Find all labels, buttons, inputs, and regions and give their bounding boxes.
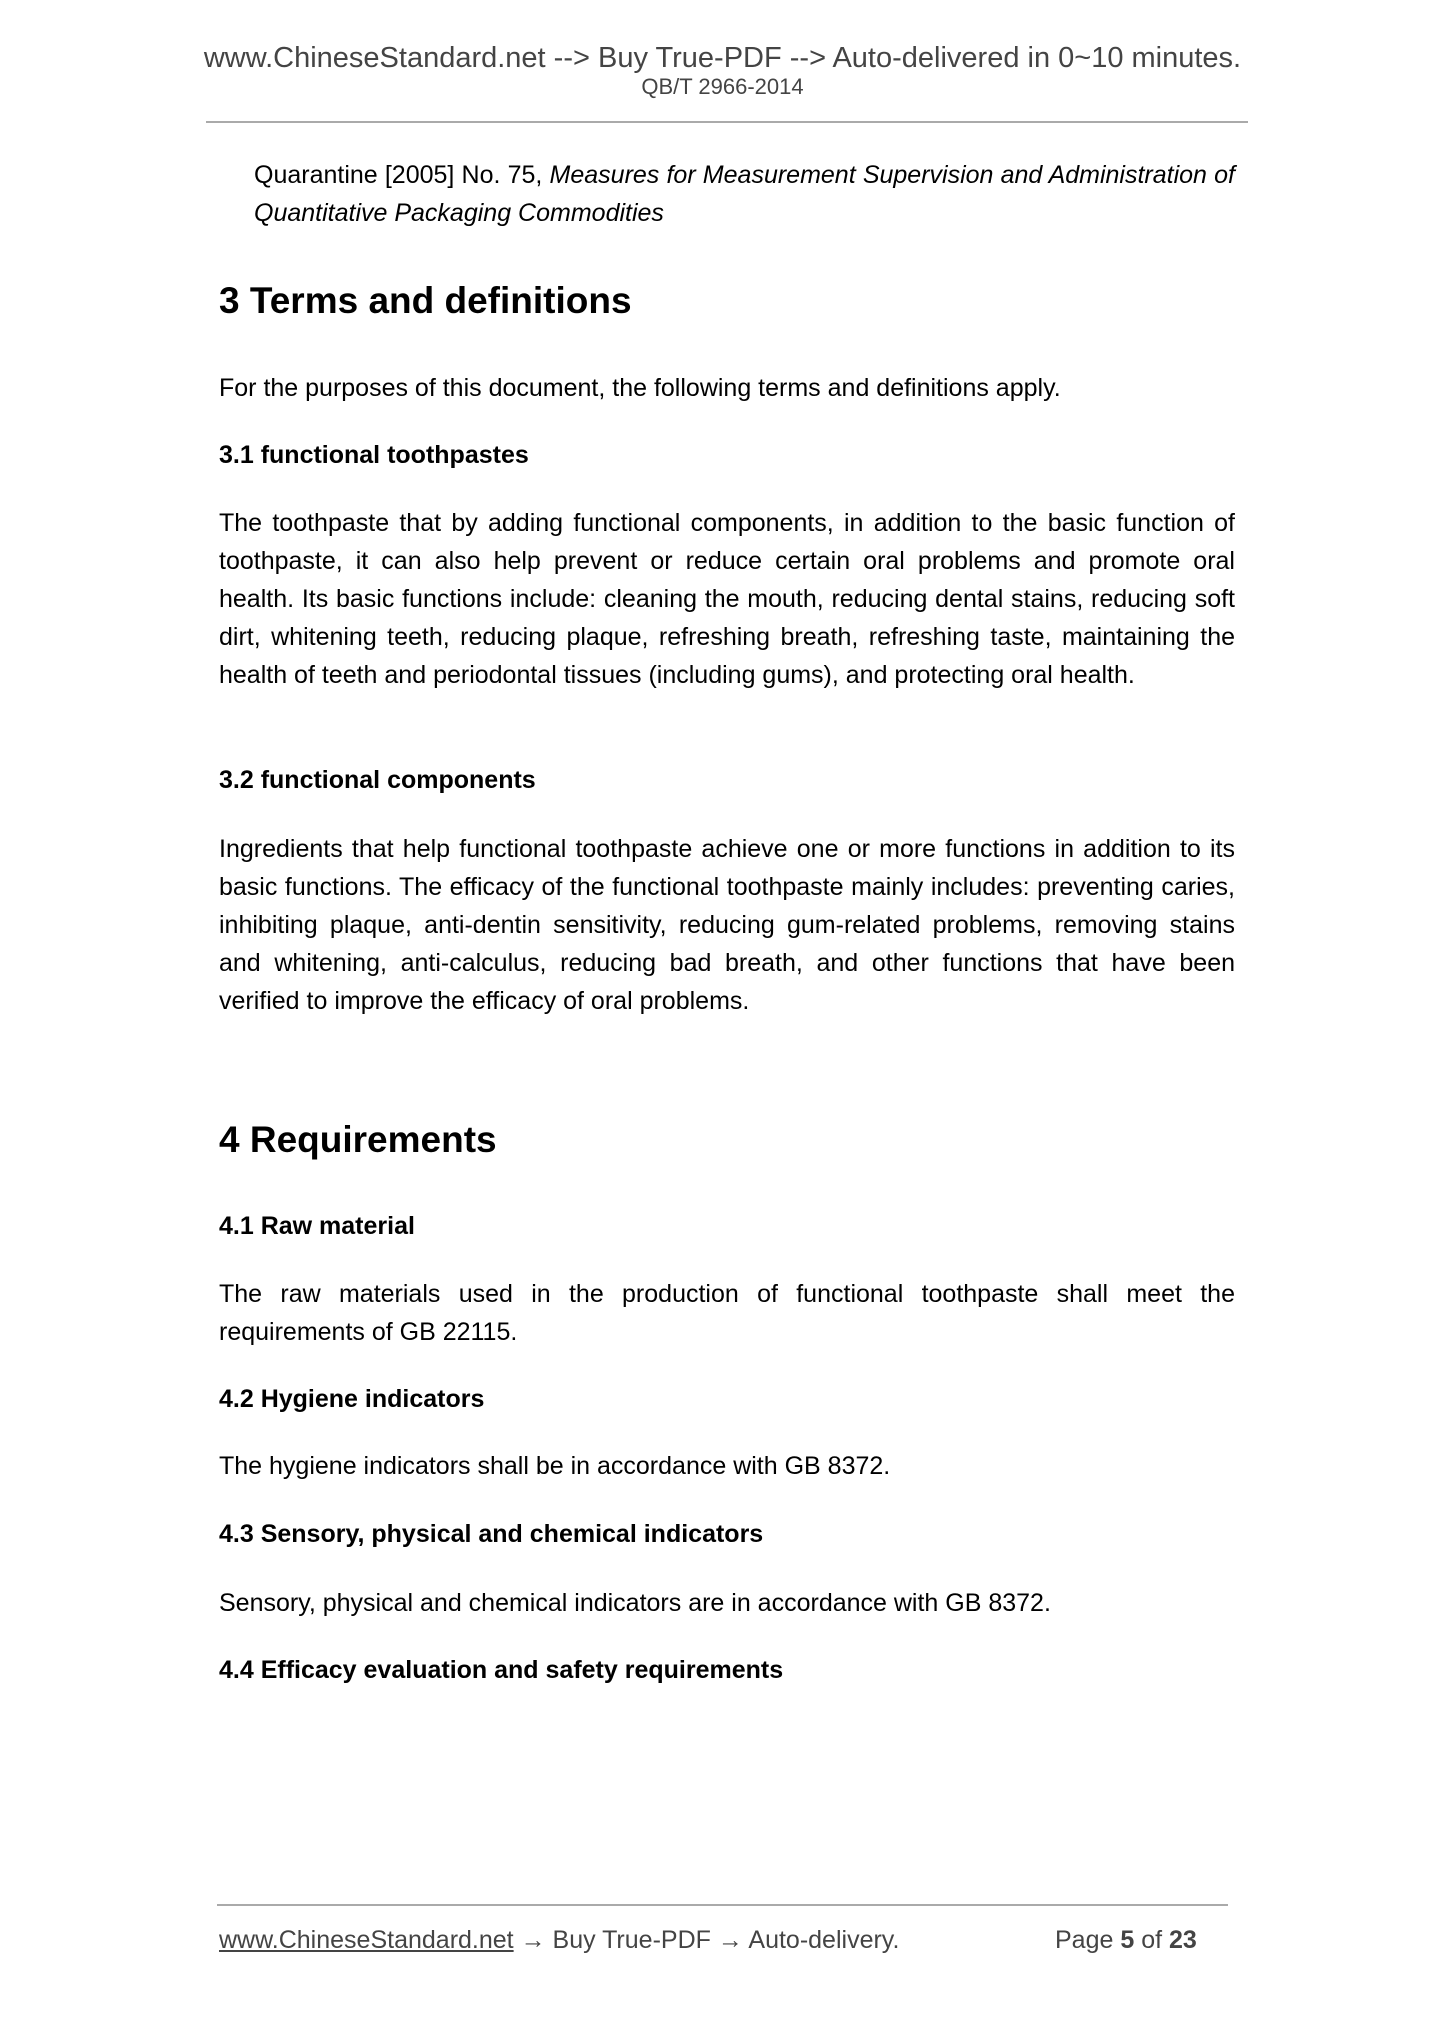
page-label: Page [1055, 1926, 1114, 1954]
footer-promo [219, 1924, 899, 1956]
section-4-2-heading: 4.2 Hygiene indicators [219, 1385, 485, 1413]
section-4-3-text: Sensory, physical and chemical indicators are in accordance with GB 8372. [219, 1589, 1051, 1617]
header-banner: www.ChineseStandard.net --> Buy True-PDF --> Auto-delivered in 0~10 minutes. [203, 42, 1242, 74]
header-divider [206, 121, 1248, 123]
footer-tail: → Buy True-PDF → Auto-delivery. [513, 1926, 900, 1954]
footer-divider [217, 1904, 1228, 1906]
section-3-2-heading: 3.2 functional components [219, 766, 536, 794]
section-3-intro: For the purposes of this document, the following terms and definitions apply. [219, 374, 1061, 402]
page-indicator [1055, 1924, 1197, 1956]
section-4-1-heading: 4.1 Raw material [219, 1212, 415, 1240]
reference-paragraph [254, 156, 1235, 232]
reference-title: Measures for Measurement Supervision and Administration of Quantitative Packaging Commodities [254, 161, 1235, 227]
section-4-4-heading: 4.4 Efficacy evaluation and safety requirements [219, 1656, 784, 1684]
footer-link[interactable]: www.ChineseStandard.net [219, 1926, 514, 1954]
section-3-2-text: Ingredients that help functional toothpaste achieve one or more functions in addition to its basic functions. The efficacy of the functional toothpaste mainly includes: preventing caries, inhibiting plaque, anti-dentin sensitivity, reducing gum-related problems, removing stains and whitening, anti-calculus, reducing bad breath, and other functions that have been verified to improve the efficacy of oral problems. [219, 835, 1235, 1015]
section-4-2-text: The hygiene indicators shall be in accordance with GB 8372. [219, 1452, 891, 1480]
section-3-1-heading: 3.1 functional toothpastes [219, 441, 529, 469]
section-4-heading: 4 Requirements [219, 1119, 497, 1160]
page-total: 23 [1169, 1926, 1197, 1954]
section-4-3-heading: 4.3 Sensory, physical and chemical indicators [219, 1520, 764, 1548]
of-label: of [1141, 1926, 1163, 1954]
section-4-1-text: The raw materials used in the production of functional toothpaste shall meet the requirements of GB 22115. [219, 1280, 1235, 1346]
reference-prefix: Quarantine [2005] No. 75, [254, 161, 550, 189]
section-3-1-text: The toothpaste that by adding functional components, in addition to the basic function of toothpaste, it can also help prevent or reduce certain oral problems and promote oral health. Its basic functions include: cleaning the mouth, reducing dental stains, reducing soft dirt, whitening teeth, reducing plaque, refreshing breath, refreshing taste, maintaining the health of teeth and periodontal tissues (including gums), and protecting oral health. [219, 509, 1235, 689]
section-3-heading: 3 Terms and definitions [219, 280, 632, 321]
page-number: 5 [1120, 1926, 1135, 1954]
document-code: QB/T 2966-2014 [641, 74, 804, 99]
